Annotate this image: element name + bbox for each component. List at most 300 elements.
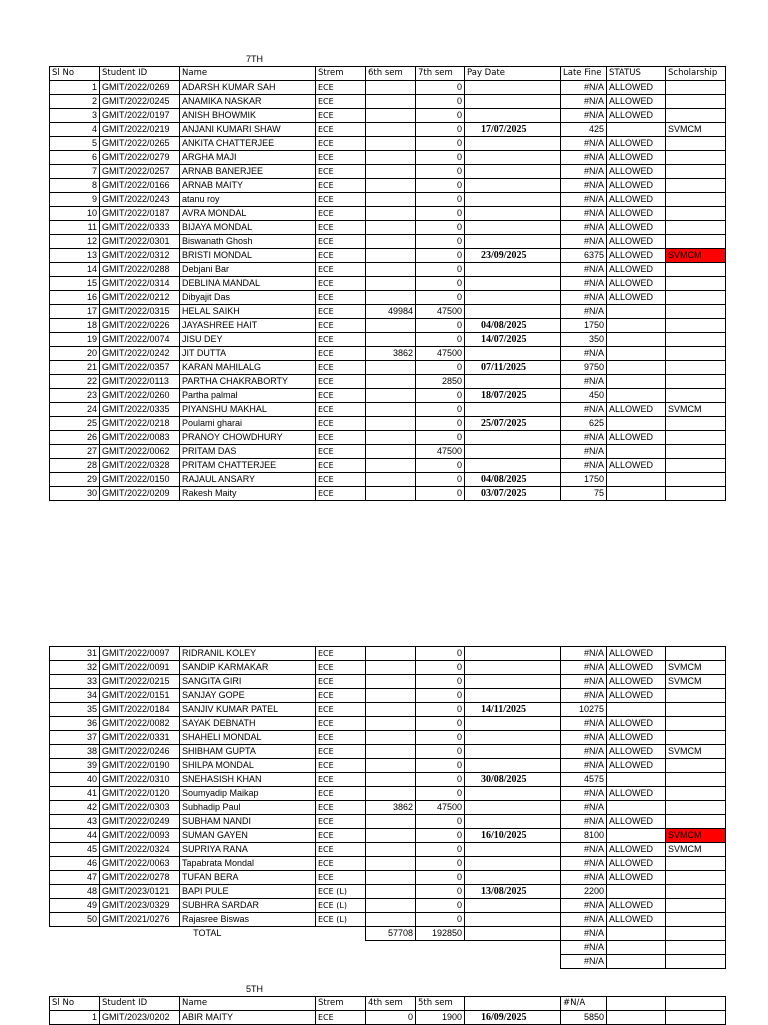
sem-fee-prev-cell (366, 431, 416, 445)
stream-cell: ECE (316, 661, 366, 675)
serial-number-cell: 37 (50, 731, 100, 745)
pay-date-cell (465, 857, 561, 871)
sem-fee-curr-cell: 2850 (416, 375, 465, 389)
scholarship-cell: SVMCM (666, 675, 726, 689)
student-id-cell: GMIT/2022/0062 (100, 445, 180, 459)
table-row (50, 647, 726, 661)
stream-cell: ECE (316, 787, 366, 801)
late-fine-cell: 10275 (561, 703, 607, 717)
pay-date-cell (465, 109, 561, 123)
stream-cell: ECE (316, 347, 366, 361)
serial-number-cell: 50 (50, 913, 100, 927)
pay-date-cell (465, 263, 561, 277)
table-row (50, 137, 726, 151)
sem-fee-prev-cell (366, 731, 416, 745)
student-id-cell: GMIT/2022/0331 (100, 731, 180, 745)
scholarship-cell: SVMCM (666, 123, 726, 137)
column-header: Sl No (50, 67, 100, 81)
student-id-cell: GMIT/2022/0074 (100, 333, 180, 347)
column-header: 4th sem (366, 997, 416, 1011)
late-fine-cell: #N/A (561, 927, 607, 941)
pay-date-cell: 30/08/2025 (465, 773, 561, 787)
sem-fee-prev-cell: 0 (366, 1011, 416, 1025)
pay-date-cell (465, 717, 561, 731)
serial-number-cell: 16 (50, 291, 100, 305)
pay-date-cell: 04/08/2025 (465, 319, 561, 333)
scholarship-cell (666, 221, 726, 235)
pay-date-cell (465, 661, 561, 675)
sem-fee-curr-cell: 0 (416, 431, 465, 445)
scholarship-cell (666, 815, 726, 829)
status-cell (607, 123, 666, 137)
extra-fine-row (50, 955, 726, 969)
late-fine-cell: 1750 (561, 319, 607, 333)
scholarship-cell (666, 647, 726, 661)
student-id-cell: GMIT/2022/0120 (100, 787, 180, 801)
student-id-cell: GMIT/2022/0091 (100, 661, 180, 675)
stream-cell: ECE (316, 829, 366, 843)
student-name-cell: AVRA MONDAL (180, 207, 316, 221)
status-cell (607, 445, 666, 459)
student-name-cell: JISU DEY (180, 333, 316, 347)
sem-fee-prev-cell (366, 179, 416, 193)
serial-number-cell: 21 (50, 361, 100, 375)
student-name-cell: atanu roy (180, 193, 316, 207)
status-cell: ALLOWED (607, 913, 666, 927)
sem-fee-prev-cell (366, 263, 416, 277)
pay-date-cell (465, 375, 561, 389)
stream-cell: ECE (316, 731, 366, 745)
pay-date-cell: 04/08/2025 (465, 473, 561, 487)
student-name-cell: JIT DUTTA (180, 347, 316, 361)
serial-number-cell: 48 (50, 885, 100, 899)
sem-fee-curr-cell: 0 (416, 109, 465, 123)
student-name-cell: RIDRANIL KOLEY (180, 647, 316, 661)
total-row (50, 927, 726, 941)
sem-fee-curr-cell: 0 (416, 661, 465, 675)
late-fine-cell: #N/A (561, 95, 607, 109)
pay-date-cell (465, 291, 561, 305)
serial-number-cell: 7 (50, 165, 100, 179)
table-row (50, 165, 726, 179)
status-cell: ALLOWED (607, 857, 666, 871)
table-row (50, 913, 726, 927)
pay-date-cell (465, 347, 561, 361)
sem-fee-curr-cell: 0 (416, 235, 465, 249)
late-fine-cell: 1750 (561, 473, 607, 487)
empty-cell (465, 955, 561, 969)
serial-number-cell: 2 (50, 95, 100, 109)
empty-cell (180, 955, 316, 969)
table-row (50, 661, 726, 675)
student-name-cell: DEBLINA MANDAL (180, 277, 316, 291)
empty-cell (316, 941, 366, 955)
table-row (50, 291, 726, 305)
student-id-cell: GMIT/2022/0246 (100, 745, 180, 759)
serial-number-cell: 12 (50, 235, 100, 249)
fee-table-7th-continued (49, 646, 726, 969)
serial-number-cell: 14 (50, 263, 100, 277)
student-id-cell: GMIT/2022/0209 (100, 487, 180, 501)
stream-cell: ECE (316, 417, 366, 431)
student-id-cell: GMIT/2022/0335 (100, 403, 180, 417)
pay-date-cell: 25/07/2025 (465, 417, 561, 431)
scholarship-cell (666, 263, 726, 277)
stream-cell: ECE (316, 305, 366, 319)
sem-fee-prev-cell (366, 277, 416, 291)
serial-number-cell: 36 (50, 717, 100, 731)
sem-fee-prev-cell (366, 787, 416, 801)
pay-date-cell (465, 459, 561, 473)
late-fine-cell: #N/A (561, 871, 607, 885)
sem-fee-curr-cell: 0 (416, 689, 465, 703)
student-name-cell: Partha palmal (180, 389, 316, 403)
serial-number-cell: 6 (50, 151, 100, 165)
scholarship-cell (666, 1011, 726, 1025)
late-fine-cell: 350 (561, 333, 607, 347)
serial-number-cell: 33 (50, 675, 100, 689)
sem-fee-curr-cell: 0 (416, 193, 465, 207)
pay-date-cell: 16/10/2025 (465, 829, 561, 843)
student-name-cell: BRISTI MONDAL (180, 249, 316, 263)
pay-date-cell: 17/07/2025 (465, 123, 561, 137)
late-fine-cell: 6375 (561, 249, 607, 263)
table-row (50, 151, 726, 165)
pay-date-cell (465, 647, 561, 661)
sem-fee-curr-cell: 0 (416, 829, 465, 843)
sem-fee-prev-cell (366, 899, 416, 913)
sem-fee-curr-cell: 0 (416, 81, 465, 95)
status-cell: ALLOWED (607, 745, 666, 759)
pay-date-cell (465, 81, 561, 95)
student-id-cell: GMIT/2023/0329 (100, 899, 180, 913)
scholarship-cell (666, 81, 726, 95)
sem-fee-curr-cell: 0 (416, 459, 465, 473)
pay-date-cell (465, 277, 561, 291)
sem-fee-prev-cell (366, 235, 416, 249)
late-fine-cell: #N/A (561, 137, 607, 151)
sem-fee-curr-cell: 0 (416, 899, 465, 913)
stream-cell: ECE (316, 221, 366, 235)
status-cell: ALLOWED (607, 431, 666, 445)
student-name-cell: PARTHA CHAKRABORTY (180, 375, 316, 389)
serial-number-cell: 42 (50, 801, 100, 815)
table-row (50, 773, 726, 787)
student-id-cell: GMIT/2022/0219 (100, 123, 180, 137)
sem-fee-prev-cell (366, 81, 416, 95)
serial-number-cell: 27 (50, 445, 100, 459)
serial-number-cell: 24 (50, 403, 100, 417)
column-header: 5th sem (416, 997, 465, 1011)
serial-number-cell: 19 (50, 333, 100, 347)
serial-number-cell: 44 (50, 829, 100, 843)
late-fine-cell: #N/A (561, 661, 607, 675)
column-header: Student ID (100, 997, 180, 1011)
sem-fee-curr-cell: 0 (416, 319, 465, 333)
student-name-cell: PRITAM DAS (180, 445, 316, 459)
scholarship-cell (666, 459, 726, 473)
student-id-cell: GMIT/2022/0093 (100, 829, 180, 843)
scholarship-cell (666, 913, 726, 927)
stream-cell: ECE (316, 235, 366, 249)
status-cell: ALLOWED (607, 403, 666, 417)
scholarship-cell (666, 179, 726, 193)
scholarship-cell (666, 801, 726, 815)
sem-fee-prev-cell (366, 375, 416, 389)
student-name-cell: SANJIV KUMAR PATEL (180, 703, 316, 717)
late-fine-cell: #N/A (561, 689, 607, 703)
sem-fee-curr-cell: 0 (416, 221, 465, 235)
pay-date-cell (465, 843, 561, 857)
serial-number-cell: 47 (50, 871, 100, 885)
serial-number-cell: 40 (50, 773, 100, 787)
student-id-cell: GMIT/2022/0187 (100, 207, 180, 221)
sem-fee-prev-cell (366, 857, 416, 871)
table-row (50, 179, 726, 193)
student-name-cell: Tapabrata Mondal (180, 857, 316, 871)
student-id-cell: GMIT/2022/0113 (100, 375, 180, 389)
pay-date-cell (465, 179, 561, 193)
stream-cell: ECE (316, 249, 366, 263)
sem-fee-prev-cell: 49984 (366, 305, 416, 319)
stream-cell: ECE (L) (316, 913, 366, 927)
student-id-cell: GMIT/2022/0150 (100, 473, 180, 487)
sem-fee-prev-cell (366, 417, 416, 431)
serial-number-cell: 28 (50, 459, 100, 473)
student-id-cell: GMIT/2022/0279 (100, 151, 180, 165)
student-name-cell: Rajasree Biswas (180, 913, 316, 927)
scholarship-cell (666, 333, 726, 347)
student-name-cell: Debjani Bar (180, 263, 316, 277)
student-name-cell: JAYASHREE HAIT (180, 319, 316, 333)
pay-date-cell: 18/07/2025 (465, 389, 561, 403)
status-cell: ALLOWED (607, 647, 666, 661)
student-name-cell: SUBHRA SARDAR (180, 899, 316, 913)
student-id-cell: GMIT/2022/0243 (100, 193, 180, 207)
stream-cell: ECE (316, 745, 366, 759)
stream-cell: ECE (316, 123, 366, 137)
sem-fee-curr-cell: 0 (416, 263, 465, 277)
student-name-cell: TUFAN BERA (180, 871, 316, 885)
late-fine-cell: #N/A (561, 717, 607, 731)
sem-fee-curr-cell: 0 (416, 179, 465, 193)
table-row (50, 899, 726, 913)
stream-cell: ECE (316, 431, 366, 445)
serial-number-cell: 39 (50, 759, 100, 773)
serial-number-cell: 46 (50, 857, 100, 871)
student-name-cell: RAJAUL ANSARY (180, 473, 316, 487)
status-cell (607, 1011, 666, 1025)
pay-date-cell (465, 235, 561, 249)
student-id-cell: GMIT/2022/0151 (100, 689, 180, 703)
student-name-cell: SUPRIYA RANA (180, 843, 316, 857)
stream-cell: ECE (316, 801, 366, 815)
late-fine-cell: #N/A (561, 857, 607, 871)
student-id-cell: GMIT/2021/0276 (100, 913, 180, 927)
late-fine-cell: #N/A (561, 899, 607, 913)
sem-fee-prev-cell (366, 473, 416, 487)
stream-cell: ECE (316, 193, 366, 207)
table-row (50, 109, 726, 123)
student-id-cell: GMIT/2022/0249 (100, 815, 180, 829)
sem-fee-curr-cell: 0 (416, 389, 465, 403)
scholarship-cell (666, 165, 726, 179)
late-fine-cell: #N/A (561, 759, 607, 773)
student-name-cell: SUMAN GAYEN (180, 829, 316, 843)
status-cell (607, 375, 666, 389)
late-fine-cell: #N/A (561, 815, 607, 829)
status-cell: ALLOWED (607, 277, 666, 291)
sem-fee-curr-cell: 0 (416, 277, 465, 291)
pay-date-cell (465, 913, 561, 927)
table-row (50, 801, 726, 815)
sem-fee-prev-cell (366, 137, 416, 151)
sem-fee-curr-cell: 0 (416, 913, 465, 927)
status-cell: ALLOWED (607, 731, 666, 745)
student-name-cell: ARGHA MAJI (180, 151, 316, 165)
status-cell: ALLOWED (607, 179, 666, 193)
student-id-cell: GMIT/2023/0202 (100, 1011, 180, 1025)
late-fine-cell: #N/A (561, 445, 607, 459)
pay-date-cell: 13/08/2025 (465, 885, 561, 899)
stream-cell: ECE (316, 647, 366, 661)
sem-fee-curr-cell: 0 (416, 717, 465, 731)
serial-number-cell: 3 (50, 109, 100, 123)
table-row (50, 1011, 726, 1025)
empty-cell (465, 941, 561, 955)
pay-date-cell (465, 165, 561, 179)
student-name-cell: SHIBHAM GUPTA (180, 745, 316, 759)
stream-cell: ECE (316, 151, 366, 165)
sem-fee-prev-cell (366, 333, 416, 347)
late-fine-cell: #N/A (561, 305, 607, 319)
student-name-cell: PIYANSHU MAKHAL (180, 403, 316, 417)
student-name-cell: SUBHAM NANDI (180, 815, 316, 829)
status-cell: ALLOWED (607, 81, 666, 95)
stream-cell: ECE (316, 689, 366, 703)
scholarship-cell (666, 347, 726, 361)
stream-cell: ECE (316, 389, 366, 403)
scholarship-cell (666, 109, 726, 123)
total-label: TOTAL (50, 927, 366, 941)
pay-date-cell (465, 207, 561, 221)
status-cell (607, 389, 666, 403)
stream-cell: ECE (316, 95, 366, 109)
status-cell (607, 703, 666, 717)
sem-fee-prev-cell (366, 361, 416, 375)
late-fine-cell: #N/A (561, 941, 607, 955)
column-header: 6th sem (366, 67, 416, 81)
serial-number-cell: 25 (50, 417, 100, 431)
student-id-cell: GMIT/2022/0314 (100, 277, 180, 291)
sem-fee-curr-cell: 0 (416, 95, 465, 109)
student-id-cell: GMIT/2022/0063 (100, 857, 180, 871)
stream-cell: ECE (316, 871, 366, 885)
stream-cell: ECE (316, 675, 366, 689)
student-name-cell: Poulami gharai (180, 417, 316, 431)
student-name-cell: ADARSH KUMAR SAH (180, 81, 316, 95)
table-row (50, 221, 726, 235)
sem-fee-curr-cell: 0 (416, 249, 465, 263)
column-header: Name (180, 67, 316, 81)
sem-fee-curr-cell: 0 (416, 417, 465, 431)
student-id-cell: GMIT/2022/0082 (100, 717, 180, 731)
scholarship-cell (666, 95, 726, 109)
pay-date-cell (465, 95, 561, 109)
student-name-cell: ANJANI KUMARI SHAW (180, 123, 316, 137)
scholarship-cell (666, 431, 726, 445)
pay-date-cell (465, 221, 561, 235)
serial-number-cell: 31 (50, 647, 100, 661)
pay-date-cell (465, 675, 561, 689)
column-header: STATUS (607, 67, 666, 81)
late-fine-cell: 75 (561, 487, 607, 501)
scholarship-cell (666, 473, 726, 487)
late-fine-cell: 2200 (561, 885, 607, 899)
serial-number-cell: 32 (50, 661, 100, 675)
serial-number-cell: 49 (50, 899, 100, 913)
sem-fee-prev-cell (366, 165, 416, 179)
scholarship-cell (666, 871, 726, 885)
sem-fee-curr-cell: 0 (416, 675, 465, 689)
student-name-cell: PRITAM CHATTERJEE (180, 459, 316, 473)
status-cell: ALLOWED (607, 843, 666, 857)
student-name-cell: SANDIP KARMAKAR (180, 661, 316, 675)
student-id-cell: GMIT/2022/0303 (100, 801, 180, 815)
table-row (50, 361, 726, 375)
serial-number-cell: 45 (50, 843, 100, 857)
student-id-cell: GMIT/2023/0121 (100, 885, 180, 899)
empty-cell (366, 941, 416, 955)
late-fine-cell: #N/A (561, 787, 607, 801)
scholarship-cell (666, 137, 726, 151)
serial-number-cell: 41 (50, 787, 100, 801)
serial-number-cell: 1 (50, 1011, 100, 1025)
column-header: Strem (316, 67, 366, 81)
table-row (50, 459, 726, 473)
pay-date-cell: 03/07/2025 (465, 487, 561, 501)
sem-fee-curr-cell: 0 (416, 473, 465, 487)
sem-fee-prev-cell (366, 773, 416, 787)
status-cell (607, 417, 666, 431)
status-cell: ALLOWED (607, 787, 666, 801)
sem-fee-prev-cell (366, 717, 416, 731)
student-name-cell: ARNAB BANERJEE (180, 165, 316, 179)
scholarship-cell (666, 193, 726, 207)
stream-cell: ECE (316, 165, 366, 179)
student-name-cell: SAYAK DEBNATH (180, 717, 316, 731)
scholarship-cell (666, 787, 726, 801)
late-fine-cell: #N/A (561, 347, 607, 361)
student-id-cell: GMIT/2022/0312 (100, 249, 180, 263)
column-header: Strem (316, 997, 366, 1011)
pay-date-cell (465, 689, 561, 703)
sem-fee-curr-cell: 0 (416, 703, 465, 717)
status-cell: ALLOWED (607, 109, 666, 123)
stream-cell: ECE (316, 361, 366, 375)
column-header: Scholarship (666, 67, 726, 81)
header-row (50, 997, 726, 1011)
scholarship-cell (666, 927, 726, 941)
student-name-cell: BIJAYA MONDAL (180, 221, 316, 235)
status-cell (607, 305, 666, 319)
sem-fee-prev-cell (366, 885, 416, 899)
stream-cell: ECE (316, 445, 366, 459)
status-cell: ALLOWED (607, 207, 666, 221)
stream-cell: ECE (316, 291, 366, 305)
table-row (50, 277, 726, 291)
status-cell: ALLOWED (607, 661, 666, 675)
